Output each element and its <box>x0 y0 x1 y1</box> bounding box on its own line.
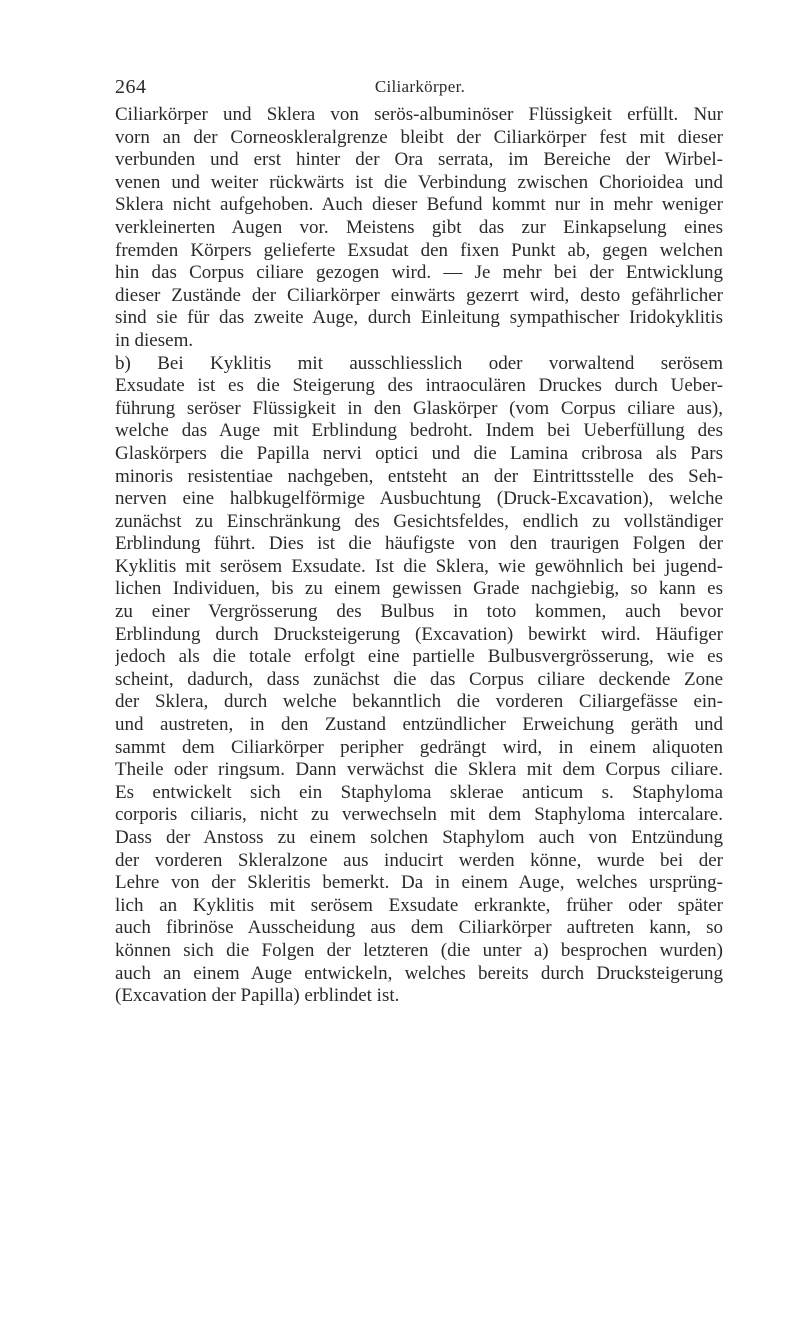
text-line: venen und weiter rückwärts ist die Verbindung zwischen Chorioidea und <box>115 171 723 193</box>
text-line: Lehre von der Skleritis bemerkt. Da in einem Auge, welches ursprüng- <box>115 872 723 894</box>
page-header <box>115 76 725 102</box>
text-line: und austreten, in den Zustand entzündlicher Erweichung geräth und <box>115 714 723 736</box>
text-line: in diesem. <box>115 329 194 351</box>
text-line: (Excavation der Papilla) erblindet ist. <box>115 985 400 1007</box>
text-line: können sich die Folgen der letzteren (die unter a) besprochen wurden) <box>115 939 723 961</box>
text-line: scheint, dadurch, dass zunächst die das Corpus ciliare deckende Zone <box>115 668 723 690</box>
text-line: Erblindung durch Drucksteigerung (Excavation) bewirkt wird. Häufiger <box>115 623 723 645</box>
running-head: Ciliarkörper. <box>374 77 466 96</box>
text-line: corporis ciliaris, nicht zu verwechseln mit dem Staphyloma intercalare. <box>115 804 723 826</box>
text-line: verbunden und erst hinter der Ora serrata, im Bereiche der Wirbel- <box>115 149 723 171</box>
text-line: hin das Corpus ciliare gezogen wird. — Je mehr bei der Entwicklung <box>115 262 723 284</box>
text-line: dieser Zustände der Ciliarkörper einwärts gezerrt wird, desto gefährlicher <box>115 284 723 306</box>
text-line: der Sklera, durch welche bekanntlich die vorderen Ciliargefässe ein- <box>115 691 723 713</box>
text-line: jedoch als die totale erfolgt eine partielle Bulbusvergrösserung, wie es <box>115 646 723 668</box>
text-line: führung seröser Flüssigkeit in den Glaskörper (vom Corpus ciliare aus), <box>115 397 723 419</box>
text-line: Glaskörpers die Papilla nervi optici und die Lamina cribrosa als Pars <box>115 442 723 464</box>
text-line: Ciliarkörper und Sklera von serös-albuminöser Flüssigkeit erfüllt. Nur <box>115 104 723 125</box>
text-line: zu einer Vergrösserung des Bulbus in toto kommen, auch bevor <box>115 601 723 623</box>
text-line: sind sie für das zweite Auge, durch Einleitung sympathischer Iridokyklitis <box>115 307 723 329</box>
text-line: der vorderen Skleralzone aus inducirt werden könne, wurde bei der <box>115 849 723 871</box>
text-line: Theile oder ringsum. Dann verwächst die Sklera mit dem Corpus ciliare. <box>115 759 723 781</box>
text-line: Erblindung führt. Dies ist die häufigste von den traurigen Folgen der <box>115 533 723 555</box>
text-line: sammt dem Ciliarkörper peripher gedrängt wird, in einem aliquoten <box>115 736 723 758</box>
text-line: Dass der Anstoss zu einem solchen Staphylom auch von Entzündung <box>115 827 723 848</box>
text-line: auch an einem Auge entwickeln, welches bereits durch Drucksteigerung <box>115 962 723 984</box>
text-line: Es entwickelt sich ein Staphyloma sklerae anticum s. Staphyloma <box>115 781 723 803</box>
text-line: auch fibrinöse Ausscheidung aus dem Ciliarkörper auftreten kann, so <box>115 917 723 939</box>
text-line: welche das Auge mit Erblindung bedroht. Indem bei Ueberfüllung des <box>115 420 723 442</box>
text-line: Kyklitis mit serösem Exsudate. Ist die Sklera, wie gewöhnlich bei jugend- <box>115 555 723 577</box>
text-line: minoris resistentiae nachgeben, entsteht an der Eintrittsstelle des Seh- <box>115 465 723 487</box>
body-text <box>115 104 723 1008</box>
text-line: fremden Körpers gelieferte Exsudat den fixen Punkt ab, gegen welchen <box>115 239 723 261</box>
text-line: nerven eine halbkugelförmige Ausbuchtung (Druck-Excavation), welche <box>115 488 723 510</box>
text-line: Exsudate ist es die Steigerung des intraoculären Druckes durch Ueber- <box>115 375 723 397</box>
text-line: Sklera nicht aufgehoben. Auch dieser Befund kommt nur in mehr weniger <box>115 194 723 216</box>
text-line: lichen Individuen, bis zu einem gewissen Grade nachgiebig, so kann es <box>115 578 723 600</box>
text-line: vorn an der Corneoskleralgrenze bleibt der Ciliarkörper fest mit dieser <box>115 126 723 148</box>
page-number: 264 <box>115 76 147 98</box>
text-line: b) Bei Kyklitis mit ausschliesslich oder vorwaltend serösem <box>115 352 723 374</box>
text-line: lich an Kyklitis mit serösem Exsudate erkrankte, früher oder später <box>115 894 723 916</box>
text-line: zunächst zu Einschränkung des Gesichtsfeldes, endlich zu vollständiger <box>115 510 723 532</box>
text-line: verkleinerten Augen vor. Meistens gibt das zur Einkapselung eines <box>115 216 723 238</box>
